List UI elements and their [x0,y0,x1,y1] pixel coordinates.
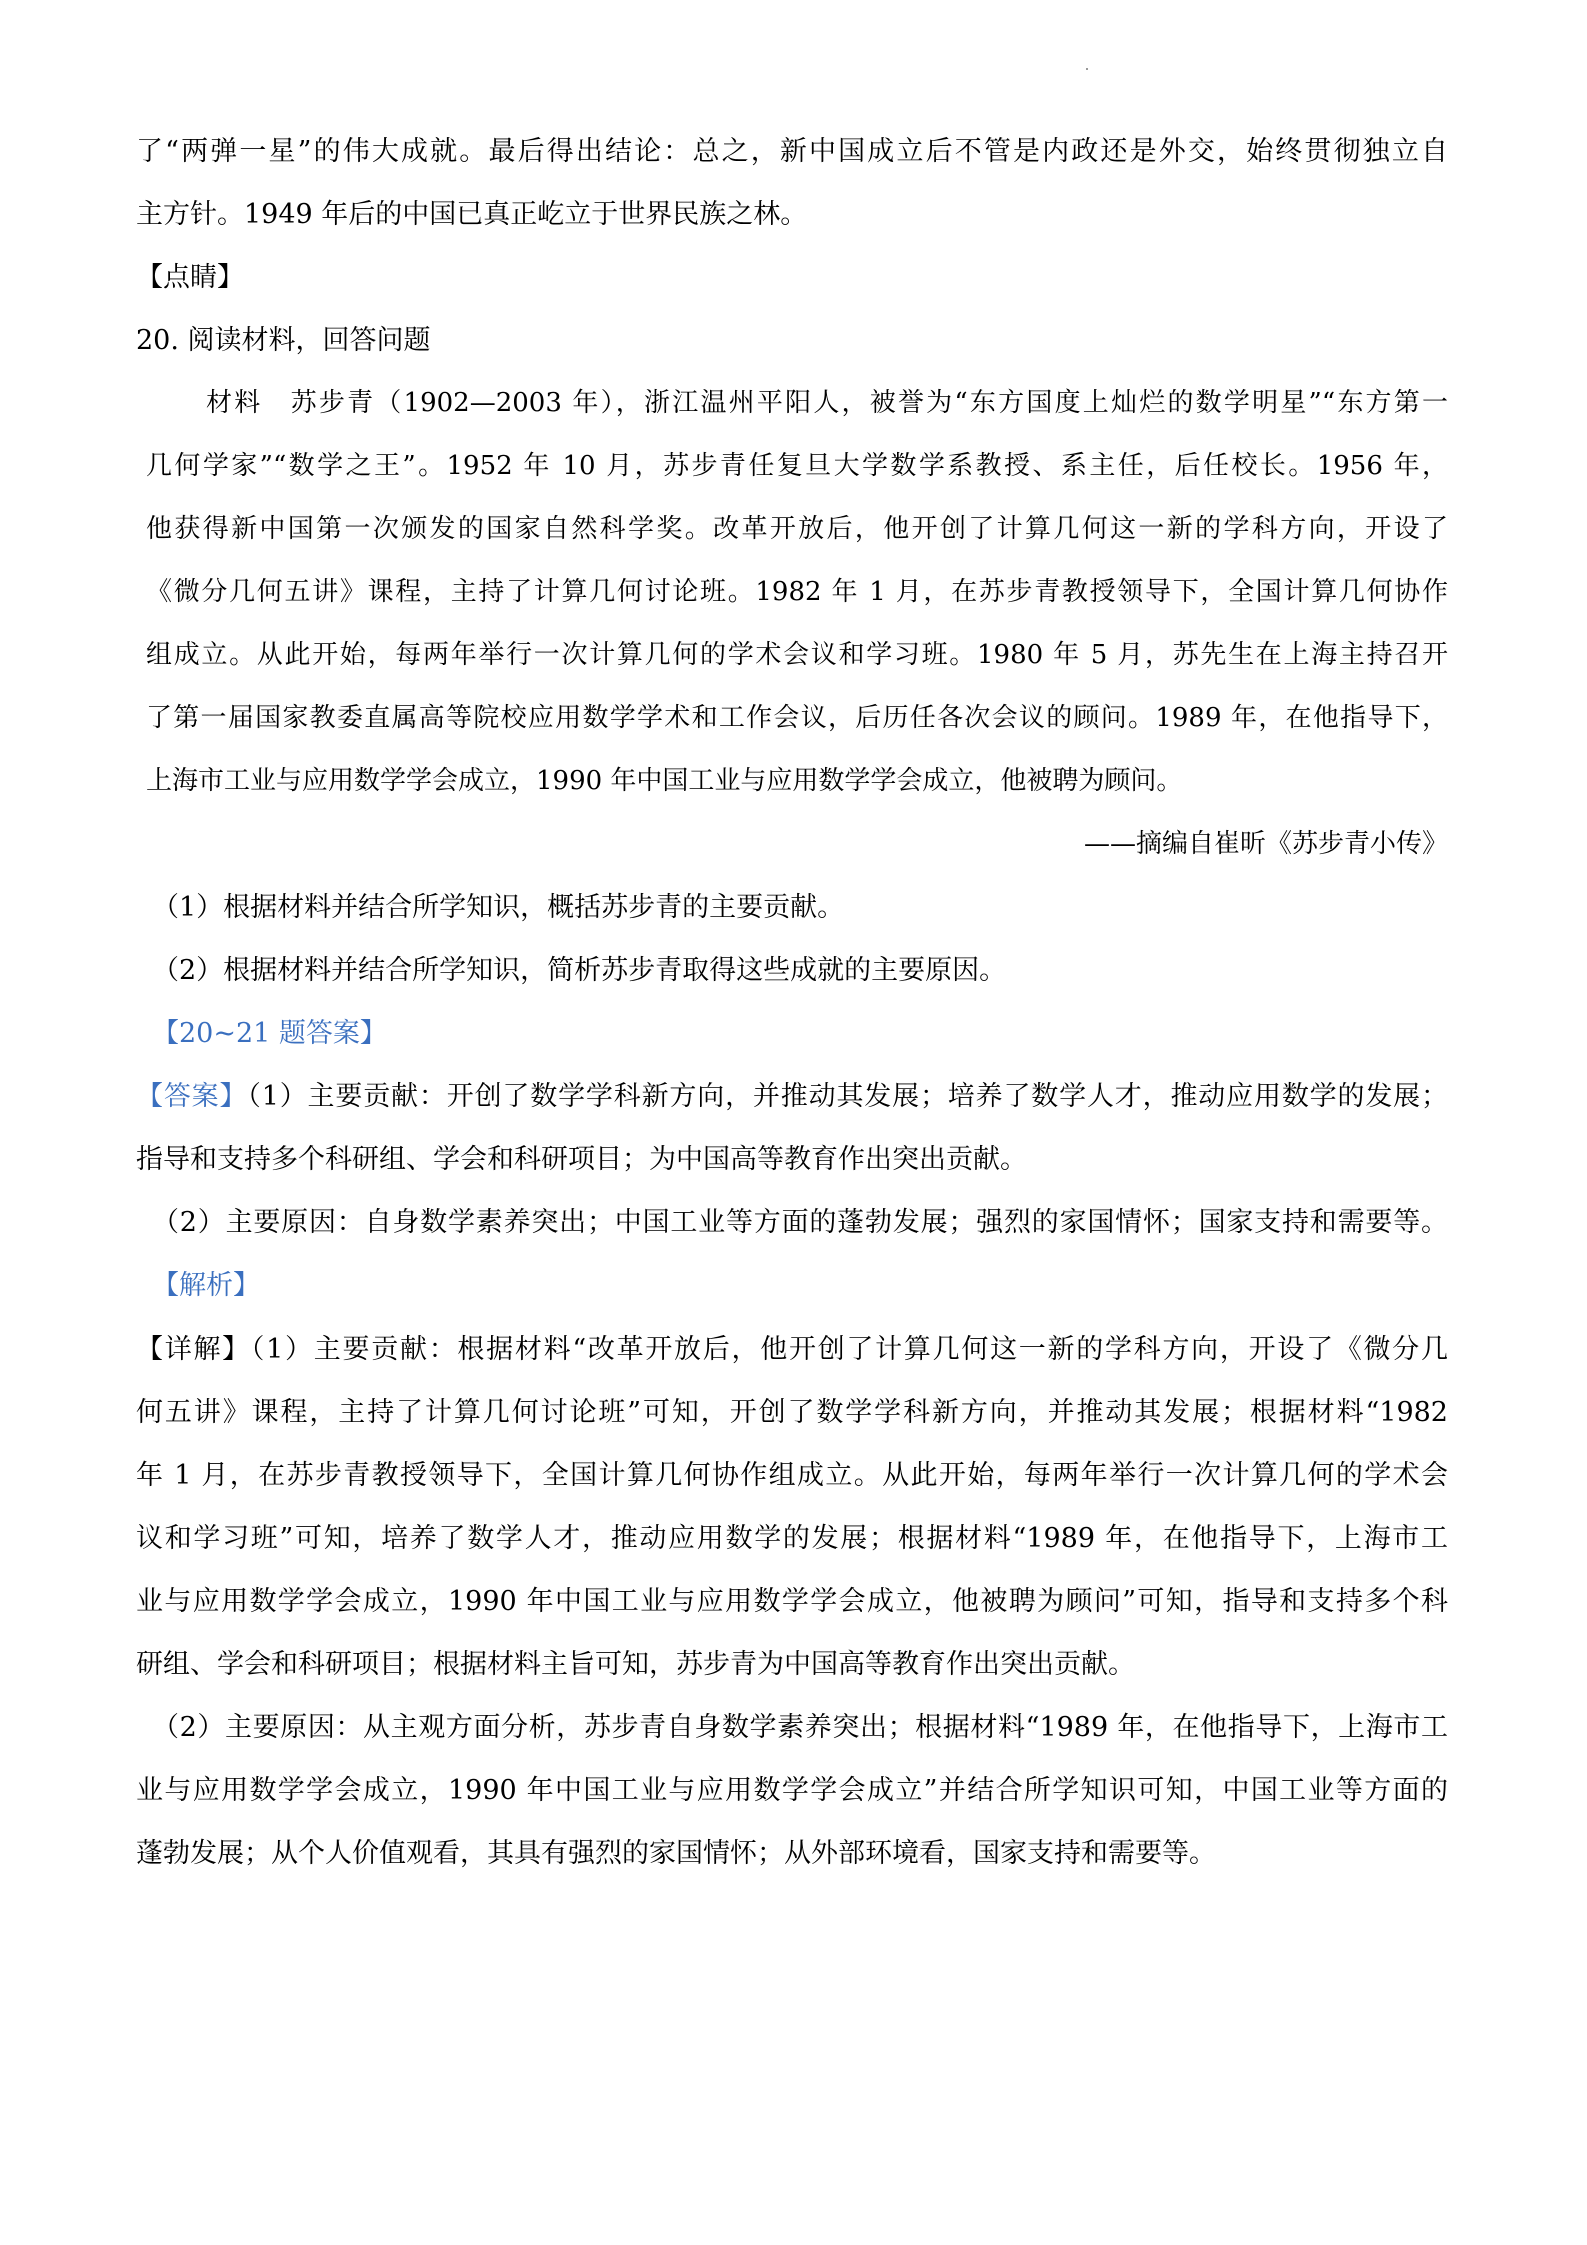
answer-line-1 [136,1080,1448,1114]
detail-line: 业与应用数学学会成立，1990 年中国工业与应用数学学会成立”并结合所学知识可知，中国工业等方面的 [136,1775,1448,1806]
question-title: 20. 阅读材料，回答问题 [136,325,431,356]
analysis-header: 【解析】 [152,1270,260,1301]
detail-text: （1）主要贡献：根据材料“改革开放后，他开创了计算几何这一新的学科方向，开设了《微分几 [250,1334,1448,1365]
material-line: 上海市工业与应用数学学会成立，1990 年中国工业与应用数学学会成立，他被聘为顾问。 [146,766,1183,796]
detail-line: 研组、学会和科研项目；根据材料主旨可知，苏步青为中国高等教育作出突出贡献。 [136,1649,1135,1680]
answer-tag: 【答案】 [136,1081,248,1112]
answer-section-header: 【20~21 题答案】 [152,1018,387,1049]
material-source: ——摘编自崔昕《苏步青小传》 [1083,829,1448,859]
material-line: 他获得新中国第一次颁发的国家自然科学奖。改革开放后，他开创了计算几何这一新的学科方向，开设了 [146,514,1448,544]
question-part-1: （1）根据材料并结合所学知识，概括苏步青的主要贡献。 [152,892,845,923]
material-line: 《微分几何五讲》课程，主持了计算几何讨论班。1982 年 1 月，在苏步青教授领导下，全国计算几何协作 [146,577,1448,607]
dianjing-header: 【点睛】 [136,262,244,293]
detail-line: 何五讲》课程，主持了计算几何讨论班”可知，开创了数学学科新方向，并推动其发展；根据材料“1982 [136,1397,1448,1428]
material-line: 了第一届国家教委直属高等院校应用数学学术和工作会议，后历任各次会议的顾问。1989 年，在他指导下， [146,703,1448,733]
intro-line-2: 主方针。1949 年后的中国已真正屹立于世界民族之林。 [136,199,808,230]
detail-line-1 [136,1333,1448,1367]
detail-line: 议和学习班”可知，培养了数学人才，推动应用数学的发展；根据材料“1989 年，在他指导下，上海市工 [136,1523,1448,1554]
material-line: 几何学家”“数学之王”。1952 年 10 月，苏步青任复旦大学数学系教授、系主任，后任校长。1956 年， [146,451,1448,481]
detail-line: 年 1 月，在苏步青教授领导下，全国计算几何协作组成立。从此开始，每两年举行一次计算几何的学术会 [136,1460,1448,1491]
material-line: 组成立。从此开始，每两年举行一次计算几何的学术会议和学习班。1980 年 5 月，苏先生在上海主持召开 [146,640,1448,670]
detail-line: （2）主要原因：从主观方面分析，苏步青自身数学素养突出；根据材料“1989 年，在他指导下，上海市工 [152,1712,1448,1743]
material-line: 材料 苏步青（1902—2003 年），浙江温州平阳人，被誉为“东方国度上灿烂的数学明星”“东方第一 [206,388,1448,418]
answer-line-2: 指导和支持多个科研组、学会和科研项目；为中国高等教育作出突出贡献。 [136,1144,1027,1175]
question-part-2: （2）根据材料并结合所学知识，简析苏步青取得这些成就的主要原因。 [152,955,1007,986]
detail-line: 业与应用数学学会成立，1990 年中国工业与应用数学学会成立，他被聘为顾问”可知，指导和支持多个科 [136,1586,1448,1617]
scan-speck [1086,68,1088,70]
answer-text: （1）主要贡献：开创了数学学科新方向，并推动其发展；培养了数学人才，推动应用数学的发展； [247,1081,1448,1112]
answer-line-3: （2）主要原因：自身数学素养突出；中国工业等方面的蓬勃发展；强烈的家国情怀；国家支持和需要等。 [152,1207,1448,1238]
detail-line: 蓬勃发展；从个人价值观看，其具有强烈的家国情怀；从外部环境看，国家支持和需要等。 [136,1838,1216,1869]
intro-line-1: 了“两弹一星”的伟大成就。最后得出结论：总之，新中国成立后不管是内政还是外交，始终贯彻独立自 [136,136,1448,167]
detail-tag: 【详解】 [136,1334,251,1365]
